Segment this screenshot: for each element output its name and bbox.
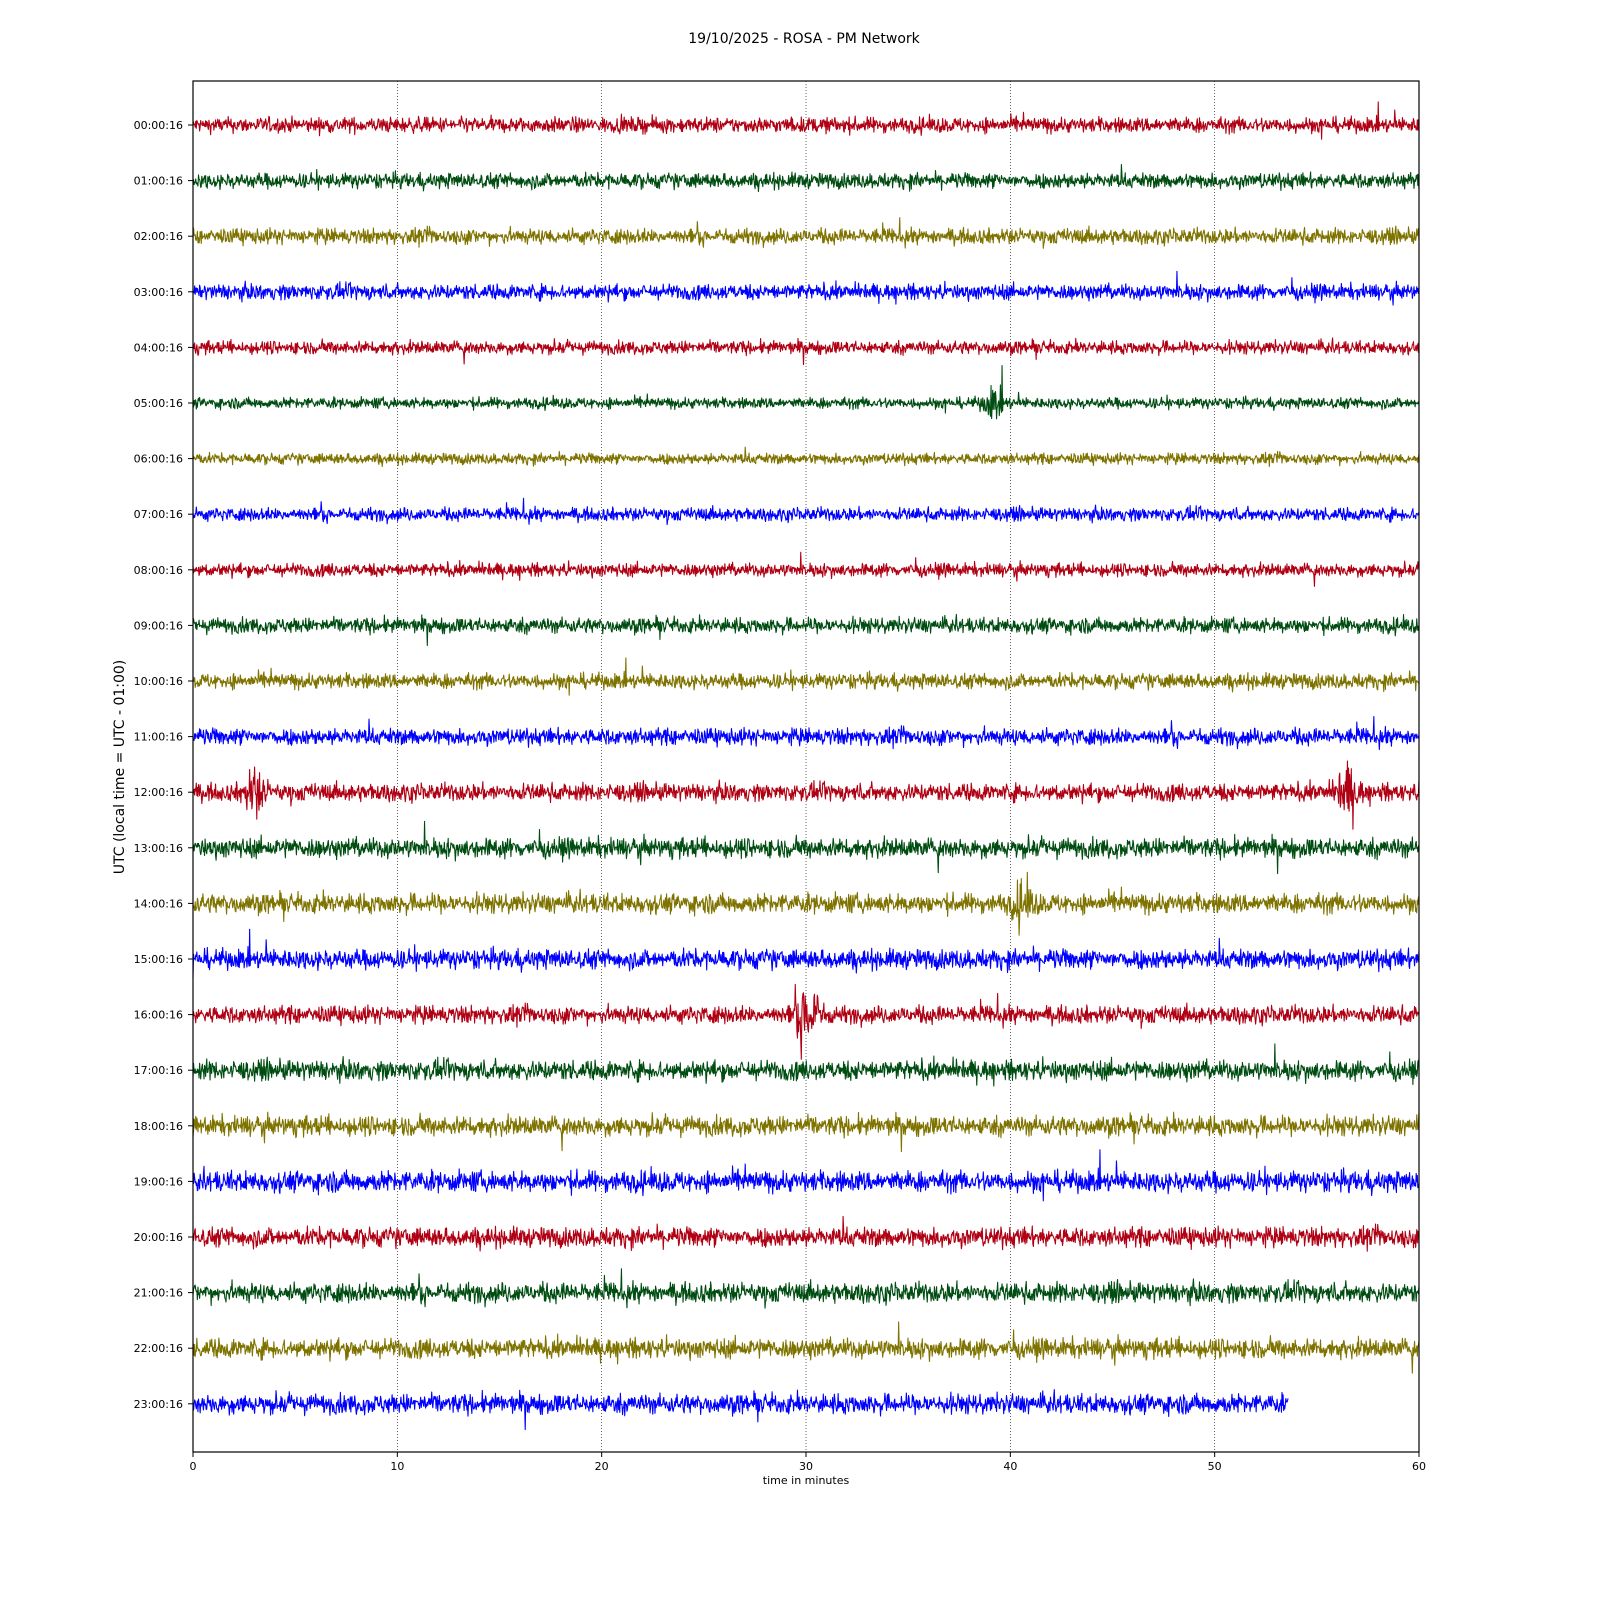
y-tick-label: 00:00:16	[133, 119, 183, 132]
y-tick-label: 07:00:16	[133, 508, 183, 522]
y-tick-label: 11:00:16	[133, 730, 183, 744]
x-tick-label: 0	[189, 1460, 197, 1473]
y-axis-label: UTC (local time = UTC - 01:00)	[112, 659, 128, 875]
y-tick-label: 21:00:16	[133, 1286, 183, 1300]
y-tick-label: 19:00:16	[133, 1175, 183, 1189]
chart-title: 19/10/2025 - ROSA - PM Network	[688, 31, 920, 47]
y-tick-label: 02:00:16	[133, 230, 183, 244]
y-tick-label: 08:00:16	[133, 563, 183, 577]
x-tick-label: 60	[1412, 1460, 1426, 1473]
y-tick-label: 03:00:16	[133, 285, 183, 299]
y-tick-label: 06:00:16	[133, 452, 183, 466]
x-tick-label: 20	[594, 1460, 609, 1473]
y-tick-label: 20:00:16	[133, 1231, 183, 1244]
y-tick-label: 10:00:16	[133, 675, 183, 688]
x-axis-label: time in minutes	[762, 1474, 850, 1487]
y-tick-label: 23:00:16	[133, 1397, 183, 1411]
y-tick-label: 13:00:16	[133, 841, 183, 855]
y-tick-label: 14:00:16	[133, 897, 183, 911]
y-tick-label: 16:00:16	[133, 1008, 183, 1022]
x-tick-label: 50	[1207, 1460, 1222, 1473]
y-tick-label: 17:00:16	[133, 1064, 183, 1078]
y-tick-label: 15:00:16	[133, 953, 183, 966]
y-tick-label: 22:00:16	[133, 1342, 183, 1356]
x-tick-label: 40	[1003, 1460, 1018, 1473]
y-tick-label: 04:00:16	[133, 341, 183, 355]
y-tick-label: 01:00:16	[133, 174, 183, 188]
y-tick-label: 18:00:16	[133, 1119, 183, 1133]
y-tick-label: 12:00:16	[133, 786, 183, 800]
y-tick-label: 09:00:16	[133, 619, 183, 633]
x-tick-label: 10	[390, 1460, 405, 1473]
y-tick-label: 05:00:16	[133, 397, 183, 410]
x-tick-label: 30	[799, 1460, 813, 1473]
